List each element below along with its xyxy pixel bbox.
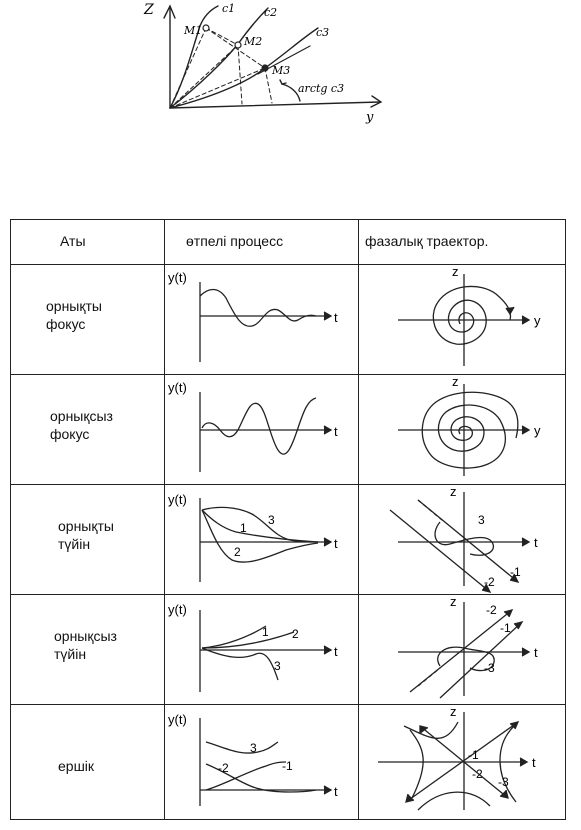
curve-number-neg1: -1 [510, 565, 521, 579]
top-sketch-figure [140, 0, 400, 125]
curve-label-c3: c3 [316, 26, 330, 39]
curve-number-neg1: -1 [500, 621, 511, 635]
point-label-m1: M1 [184, 24, 203, 37]
phase-z-label: z [450, 594, 457, 609]
phase-axis-label: t [534, 535, 538, 550]
point-label-m3: M3 [272, 64, 291, 77]
time-axis-label: t [334, 310, 338, 325]
transient-stable-focus [166, 266, 348, 374]
header-transient: өтпелі процесс [186, 233, 284, 249]
row-name-unstable-node: орнықсыз түйін [54, 628, 117, 662]
point-label-m2: M2 [244, 35, 263, 48]
curve-number-1: 1 [240, 521, 247, 535]
curve-number-neg2: -2 [472, 767, 483, 781]
point-m1 [203, 25, 209, 31]
angle-label: arctg c3 [298, 82, 345, 95]
transient-stable-node [166, 486, 348, 594]
transient-saddle [166, 706, 348, 818]
row-name-unstable-focus: орнықсыз фокус [50, 408, 113, 442]
phase-axis-label: y [534, 313, 541, 328]
curve-number-neg2: -2 [486, 603, 497, 617]
phase-z-label: z [452, 264, 459, 279]
row-name-stable-focus: орнықты фокус [46, 298, 102, 332]
curve-number-neg1: -1 [468, 748, 479, 762]
phase-stable-focus [360, 262, 566, 374]
transient-axis-label: y(t) [168, 712, 187, 727]
time-axis-label: t [334, 424, 338, 439]
curve-number-neg2: -2 [484, 575, 495, 589]
row-name-stable-node: орнықты түйін [58, 518, 114, 552]
phase-axis-label: t [534, 645, 538, 660]
transient-axis-label: y(t) [168, 380, 187, 395]
curve-number-neg3: -3 [498, 775, 509, 789]
curve-number-3: 3 [250, 741, 257, 755]
time-axis-label: t [334, 536, 338, 551]
curve-number-2: 2 [234, 545, 241, 559]
point-m2 [235, 42, 241, 48]
header-name: Аты [60, 233, 86, 249]
time-axis-label: t [334, 644, 338, 659]
phase-z-label: z [452, 374, 459, 389]
curve-number-neg3: -3 [484, 661, 495, 675]
header-phase-trajectory: фазалық траектор. [365, 233, 489, 249]
phase-z-label: z [450, 484, 457, 499]
time-axis-label: t [334, 784, 338, 799]
y-axis-line [170, 102, 380, 108]
curve-number-neg2: -2 [218, 761, 229, 775]
transient-axis-label: y(t) [168, 270, 187, 285]
curve-label-c2: c2 [264, 6, 278, 19]
phase-axis-label: t [532, 755, 536, 770]
y-axis-label: y [366, 110, 374, 125]
transient-unstable-node [166, 596, 348, 704]
curve-number-3: 3 [478, 513, 485, 527]
curve-label-c1: c1 [222, 2, 236, 15]
transient-unstable-focus [166, 376, 348, 484]
row-name-saddle: ершік [58, 758, 95, 774]
curve-number-3: 3 [268, 513, 275, 527]
point-m3 [262, 65, 268, 71]
curve-number-neg1: -1 [282, 759, 293, 773]
phase-stable-node [360, 482, 566, 594]
phase-unstable-node [360, 592, 566, 704]
phase-axis-label: y [534, 423, 541, 438]
transient-axis-label: y(t) [168, 492, 187, 507]
curve-number-1: 1 [262, 625, 269, 639]
z-axis-label: Z [144, 2, 154, 18]
phase-z-label: z [450, 704, 457, 719]
curve-number-2: 2 [292, 627, 299, 641]
phase-saddle [360, 702, 566, 818]
curve-number-3: 3 [274, 659, 281, 673]
phase-unstable-focus [360, 372, 566, 484]
transient-axis-label: y(t) [168, 602, 187, 617]
